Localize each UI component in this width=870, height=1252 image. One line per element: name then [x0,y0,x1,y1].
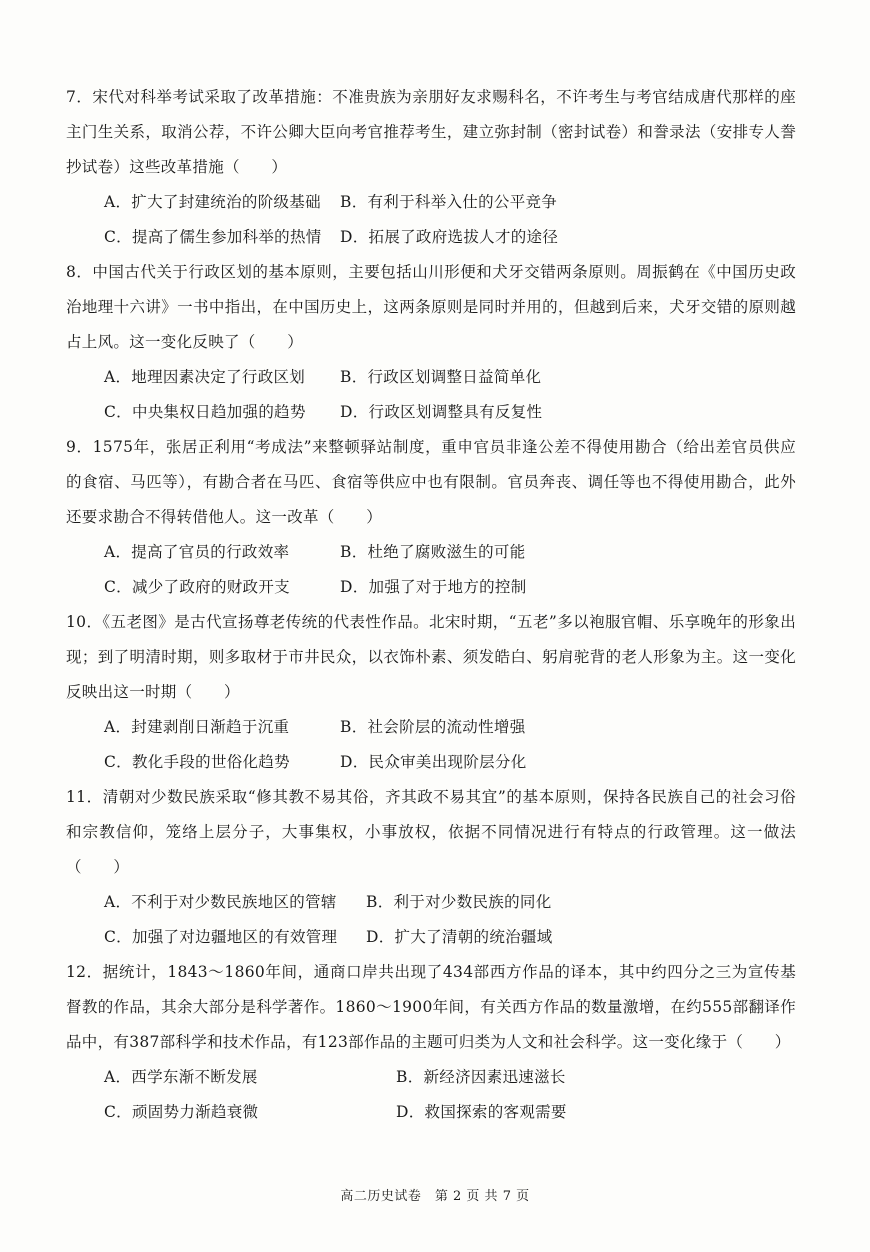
question-8 [66,255,796,430]
question-stem: 8．中国古代关于行政区划的基本原则，主要包括山川形便和犬牙交错两条原则。周振鹤在《中国历史政治地理十六讲》一书中指出，在中国历史上，这两条原则是同时并用的，但越到后来，犬牙交错的原则越占上风。这一变化反映了（ ） [66,263,796,351]
options-row-cd [66,1095,796,1130]
option-b: B．利于对少数民族的同化 [366,893,552,911]
options-row-ab [66,535,796,570]
option-c: C．顽固势力渐趋衰微 [104,1103,259,1121]
option-d: D．救国探索的客观需要 [396,1103,567,1121]
option-b: B．有利于科举入仕的公平竞争 [340,193,558,211]
option-c: C．中央集权日趋加强的趋势 [104,403,306,421]
question-10 [66,605,796,780]
option-d: D．加强了对于地方的控制 [340,578,527,596]
question-stem: 10．《五老图》是古代宣扬尊老传统的代表性作品。北宋时期，“五老”多以袍服官帽、乐享晚年的形象出现；到了明清时期，则多取材于市井民众，以衣饰朴素、须发皓白、躬肩驼背的老人形象为主。这一变化反映出这一时期（ ） [66,613,796,701]
options-row-cd [66,220,796,255]
question-9 [66,430,796,605]
options-row-ab [66,885,796,920]
option-a: A．不利于对少数民族地区的管辖 [104,893,337,911]
options-row-ab [66,185,796,220]
options-row-ab [66,1060,796,1095]
option-c: C．加强了对边疆地区的有效管理 [104,928,338,946]
option-c: C．减少了政府的财政开支 [104,578,290,596]
question-7 [66,80,796,255]
question-12 [66,955,796,1130]
question-stem: 7．宋代对科举考试采取了改革措施：不准贵族为亲朋好友求赐科名，不许考生与考官结成唐代那样的座主门生关系，取消公荐，不许公卿大臣向考官推荐考生，建立弥封制（密封试卷）和誊录法（安排专人誊抄试卷）这些改革措施（ ） [66,88,796,176]
option-c: C．教化手段的世俗化趋势 [104,753,290,771]
option-d: D．拓展了政府选拔人才的途径 [340,228,559,246]
option-a: A．扩大了封建统治的阶级基础 [104,193,321,211]
option-a: A．地理因素决定了行政区划 [104,368,306,386]
option-d: D．行政区划调整具有反复性 [340,403,543,421]
option-d: D．扩大了清朝的统治疆域 [366,928,553,946]
option-b: B．行政区划调整日益简单化 [340,368,542,386]
options-row-ab [66,360,796,395]
question-stem: 12．据统计，1843～1860年间，通商口岸共出现了434部西方作品的译本，其中约四分之三为宣传基督教的作品，其余大部分是科学著作。1860～1900年间，有关西方作品的数量激增，在约555部翻译作品中，有387部科学和技术作品，有123部作品的主题可归类为人文和社会科学。这一变化缘于（ ） [66,963,796,1051]
options-row-cd [66,745,796,780]
questions-list [66,80,796,1130]
option-a: A．封建剥削日渐趋于沉重 [104,718,290,736]
options-row-cd [66,395,796,430]
option-d: D．民众审美出现阶层分化 [340,753,527,771]
page-footer: 高二历史试卷 第 2 页 共 7 页 [340,1189,530,1204]
option-b: B．新经济因素迅速滋长 [396,1068,566,1086]
question-11 [66,780,796,955]
options-row-cd [66,570,796,605]
option-a: A．西学东渐不断发展 [104,1068,258,1086]
option-b: B．社会阶层的流动性增强 [340,718,526,736]
question-stem: 11．清朝对少数民族采取“修其教不易其俗，齐其政不易其宜”的基本原则，保持各民族自己的社会习俗和宗教信仰，笼络上层分子，大事集权，小事放权，依据不同情况进行有特点的行政管理。这一做法（ ） [66,788,796,876]
options-row-ab [66,710,796,745]
options-row-cd [66,920,796,955]
option-a: A．提高了官员的行政效率 [104,543,290,561]
option-c: C．提高了儒生参加科举的热情 [104,228,322,246]
option-b: B．杜绝了腐败滋生的可能 [340,543,526,561]
question-stem: 9．1575年，张居正利用“考成法”来整顿驿站制度，重申官员非逢公差不得使用勘合（给出差官员供应的食宿、马匹等），有勘合者在马匹、食宿等供应中也有限制。官员奔丧、调任等也不得使用勘合，此外还要求勘合不得转借他人。这一改革（ ） [66,438,796,526]
